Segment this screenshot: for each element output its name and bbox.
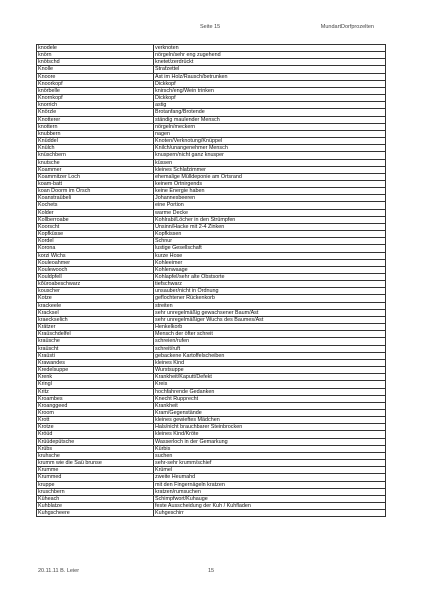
table-row: [37, 202, 386, 209]
dialect-term-cell: Kochets: [37, 202, 154, 209]
dialect-term-cell: Krott: [37, 417, 154, 424]
dialect-term-cell: Knülch: [37, 145, 154, 152]
table-row: [37, 324, 386, 331]
dialect-term-cell: knubbern: [37, 130, 154, 137]
meaning-cell: Schimpfwort/Kuhauge: [154, 495, 386, 502]
table-row: [37, 152, 386, 159]
meaning-cell: Schnur: [154, 238, 386, 245]
meaning-cell: sehr unregelmäßig gewachsener Baum/Ast: [154, 309, 386, 316]
table-row: [37, 80, 386, 87]
table-row: [37, 66, 386, 73]
table-row: [37, 338, 386, 345]
meaning-cell: eine Portion: [154, 202, 386, 209]
table-row: [37, 52, 386, 59]
table-row: [37, 159, 386, 166]
table-row: [37, 216, 386, 223]
table-row: [37, 87, 386, 94]
meaning-cell: mit den Fingernägeln kratzen: [154, 481, 386, 488]
table-row: [37, 130, 386, 137]
table-row: [37, 359, 386, 366]
meaning-cell: Dickkopf: [154, 95, 386, 102]
table-row: [37, 452, 386, 459]
table-row: [37, 281, 386, 288]
dialect-term-cell: Koanstraübeli: [37, 195, 154, 202]
dialect-term-cell: Knörzle: [37, 109, 154, 116]
table-row: [37, 102, 386, 109]
table-row: [37, 288, 386, 295]
dialect-term-cell: kruschbern: [37, 488, 154, 495]
table-row: [37, 510, 386, 517]
meaning-cell: Knecht Rupprecht: [154, 395, 386, 402]
meaning-cell: suchen: [154, 452, 386, 459]
meaning-cell: keinem Ortnirgends: [154, 180, 386, 187]
dialect-term-cell: knottern: [37, 123, 154, 130]
dialect-term-cell: Krumme: [37, 467, 154, 474]
dictionary-table: [36, 44, 386, 517]
meaning-cell: schreit/ruft: [154, 345, 386, 352]
meaning-cell: geflochtener Rückenkorb: [154, 295, 386, 302]
dialect-term-cell: knüschbern: [37, 152, 154, 159]
meaning-cell: sehr-sehr krumm/schief: [154, 460, 386, 467]
meaning-cell: keine Energie haben: [154, 188, 386, 195]
table-row: [37, 266, 386, 273]
meaning-cell: Kohleeimer: [154, 259, 386, 266]
table-row: [37, 95, 386, 102]
meaning-cell: Brotanfang/Brotende: [154, 109, 386, 116]
dialect-term-cell: Kringl: [37, 381, 154, 388]
dialect-term-cell: Krawandes: [37, 359, 154, 366]
table-row: [37, 173, 386, 180]
meaning-cell: ständig maulender Mensch: [154, 116, 386, 123]
dialect-term-cell: Kouleoahmer: [37, 259, 154, 266]
table-row: [37, 381, 386, 388]
table-row: [37, 503, 386, 510]
table-row: [37, 166, 386, 173]
table-row: [37, 231, 386, 238]
dialect-term-cell: Knornkopf: [37, 95, 154, 102]
dialect-term-cell: Kritz: [37, 388, 154, 395]
table-row: [37, 180, 386, 187]
meaning-cell: knirsch/eng/Wein trinken: [154, 87, 386, 94]
table-row: [37, 417, 386, 424]
dialect-term-cell: Kroambes: [37, 395, 154, 402]
dialect-term-cell: Kroom: [37, 409, 154, 416]
meaning-cell: Krümel: [154, 467, 386, 474]
meaning-cell: Ast im Holz/Rausch/betrunken: [154, 73, 386, 80]
table-row: [37, 123, 386, 130]
meaning-cell: Kuhgeschirr: [154, 510, 386, 517]
meaning-cell: Kohlapfel/sehr alte Obstsorte: [154, 274, 386, 281]
meaning-cell: zweite Heumahd: [154, 474, 386, 481]
dialect-term-cell: Kröüd: [37, 431, 154, 438]
table-row: [37, 431, 386, 438]
dialect-term-cell: kruppe: [37, 481, 154, 488]
meaning-cell: Krankheit/Kaputt/Defekt: [154, 374, 386, 381]
table-row: [37, 388, 386, 395]
meaning-cell: lustige Gesellschaft: [154, 245, 386, 252]
table-row: [37, 116, 386, 123]
table-row: [37, 367, 386, 374]
dialect-term-cell: Knoore: [37, 73, 154, 80]
table-row: [37, 73, 386, 80]
meaning-cell: sehr unregelmäßiger Wuchs des Baumes/Ast: [154, 316, 386, 323]
dialect-term-cell: Kuhgscheere: [37, 510, 154, 517]
dialect-term-cell: Knoorkopf: [37, 80, 154, 87]
table-row: [37, 245, 386, 252]
table-row: [37, 460, 386, 467]
dialect-term-cell: Kotze: [37, 295, 154, 302]
table-row: [37, 352, 386, 359]
meaning-cell: Kopfkissen: [154, 231, 386, 238]
meaning-cell: kleines Kind: [154, 359, 386, 366]
dialect-term-cell: Kraüsti: [37, 352, 154, 359]
table-row: [37, 474, 386, 481]
table-row: [37, 188, 386, 195]
dialect-term-cell: Krüüdepütsche: [37, 438, 154, 445]
table-row: [37, 252, 386, 259]
meaning-cell: Krankheit: [154, 402, 386, 409]
dialect-term-cell: kouscher: [37, 288, 154, 295]
meaning-cell: Wurstsuppe: [154, 367, 386, 374]
table-row: [37, 488, 386, 495]
meaning-cell: kleines gewieftes Mädchen: [154, 417, 386, 424]
meaning-cell: astig: [154, 102, 386, 109]
page-footer-left: 20.11.11 B. Leier: [38, 568, 80, 574]
meaning-cell: streiten: [154, 302, 386, 309]
table-row: [37, 45, 386, 52]
table-row: [37, 59, 386, 66]
dialect-term-cell: Kordel: [37, 238, 154, 245]
meaning-cell: Kohlenwaage: [154, 266, 386, 273]
dialect-term-cell: knörbelle: [37, 87, 154, 94]
table-row: [37, 445, 386, 452]
table-row: [37, 481, 386, 488]
dialect-term-cell: Krenk: [37, 374, 154, 381]
dialect-term-cell: koan Doorm im Orsch: [37, 188, 154, 195]
dialect-term-cell: Kracksel: [37, 309, 154, 316]
dialect-term-cell: krackeele: [37, 302, 154, 309]
meaning-cell: küssen: [154, 159, 386, 166]
meaning-cell: Dickkopf: [154, 80, 386, 87]
meaning-cell: nörgeln/meckern: [154, 123, 386, 130]
dialect-term-cell: Korona: [37, 245, 154, 252]
table-row: [37, 209, 386, 216]
dialect-term-cell: kruhsche: [37, 452, 154, 459]
table-row: [37, 238, 386, 245]
table-row: [37, 316, 386, 323]
table-row: [37, 495, 386, 502]
meaning-cell: Johannesbeeren: [154, 195, 386, 202]
table-row: [37, 467, 386, 474]
dialect-term-cell: Koulewooch: [37, 266, 154, 273]
dialect-term-cell: knörn: [37, 52, 154, 59]
dialect-term-cell: kraüsche: [37, 338, 154, 345]
table-row: [37, 309, 386, 316]
meaning-cell: Kürbis: [154, 445, 386, 452]
dialect-term-cell: Kroanggeed: [37, 402, 154, 409]
meaning-cell: Mensch der öfter schreit: [154, 331, 386, 338]
dialect-term-cell: Koammitzer Loch: [37, 173, 154, 180]
dialect-term-cell: korzi Wichs: [37, 252, 154, 259]
meaning-cell: nörgeln/sehr eng zugehend: [154, 52, 386, 59]
table-row: [37, 409, 386, 416]
meaning-cell: Knilch/unangenehmer Mensch: [154, 145, 386, 152]
dialect-term-cell: Knolle: [37, 66, 154, 73]
dialect-term-cell: Kouldpfell: [37, 274, 154, 281]
meaning-cell: Knoten/Verknotung/Knüppel: [154, 138, 386, 145]
meaning-cell: Kohlrabi/Löcher in den Strümpfen: [154, 216, 386, 223]
table-row: [37, 395, 386, 402]
meaning-cell: knuspern/nicht ganz knusper: [154, 152, 386, 159]
meaning-cell: Wasserloch in der Gemarkung: [154, 438, 386, 445]
dialect-term-cell: kraeckselich: [37, 316, 154, 323]
dialect-term-cell: Krätzer: [37, 324, 154, 331]
table-row: [37, 345, 386, 352]
dialect-term-cell: Knotterer: [37, 116, 154, 123]
meaning-cell: Kreis: [154, 381, 386, 388]
dialect-term-cell: Koorscht: [37, 223, 154, 230]
dialect-term-cell: Krotze: [37, 424, 154, 431]
dialect-term-cell: Kraüschdelfel: [37, 331, 154, 338]
dialect-term-cell: Kopfküsse: [37, 231, 154, 238]
page-header-center: Seite 15: [200, 24, 221, 30]
meaning-cell: Henkelkorb: [154, 324, 386, 331]
meaning-cell: warme Decke: [154, 209, 386, 216]
meaning-cell: Kram/Gegenstände: [154, 409, 386, 416]
table-row: [37, 438, 386, 445]
meaning-cell: kratzen/rumsuchen: [154, 488, 386, 495]
dialect-term-cell: koam-batt: [37, 180, 154, 187]
meaning-cell: knetet/zerdrückt: [154, 59, 386, 66]
table-row: [37, 402, 386, 409]
table-row: [37, 109, 386, 116]
meaning-cell: kleines Kind/Kröte: [154, 431, 386, 438]
dialect-term-cell: knutsche: [37, 159, 154, 166]
table-row: [37, 138, 386, 145]
table-row: [37, 331, 386, 338]
table-row: [37, 295, 386, 302]
meaning-cell: nagen: [154, 130, 386, 137]
dialect-term-cell: Kredelsuppe: [37, 367, 154, 374]
table-row: [37, 302, 386, 309]
meaning-cell: schreien/rufen: [154, 338, 386, 345]
meaning-cell: kleines Schlafzimmer: [154, 166, 386, 173]
dialect-term-cell: Krummed: [37, 474, 154, 481]
table-row: [37, 374, 386, 381]
meaning-cell: Hals/nicht brauchbarer Steinbrocken: [154, 424, 386, 431]
dialect-term-cell: Koammer: [37, 166, 154, 173]
dialect-term-cell: knorrich: [37, 102, 154, 109]
meaning-cell: hochfahrende Gedanken: [154, 388, 386, 395]
page-header-right: MundartDorfprozelten: [320, 24, 374, 30]
meaning-cell: feste Ausscheidung der Kuh / Kuhfladen: [154, 503, 386, 510]
dialect-term-cell: knötschd: [37, 59, 154, 66]
meaning-cell: tiefschwarz: [154, 281, 386, 288]
meaning-cell: verknoten: [154, 45, 386, 52]
table-row: [37, 424, 386, 431]
table-row: [37, 259, 386, 266]
dialect-term-cell: kraüscht: [37, 345, 154, 352]
meaning-cell: unsauber/nicht in Ordnung: [154, 288, 386, 295]
table-row: [37, 195, 386, 202]
dialect-term-cell: Küheach: [37, 495, 154, 502]
dialect-term-cell: Krübs: [37, 445, 154, 452]
dialect-term-cell: Kuhblatze: [37, 503, 154, 510]
page-footer-page-number: 15: [208, 568, 215, 574]
dialect-term-cell: knodele: [37, 45, 154, 52]
meaning-cell: Strafzettel: [154, 66, 386, 73]
table-row: [37, 274, 386, 281]
table-row: [37, 145, 386, 152]
dialect-term-cell: Kollberroabe: [37, 216, 154, 223]
dialect-term-cell: Kolder: [37, 209, 154, 216]
dialect-term-cell: krumm wie die Saü brunse: [37, 460, 154, 467]
meaning-cell: gebackene Kartoffelscheiben: [154, 352, 386, 359]
dialect-term-cell: Knüddel: [37, 138, 154, 145]
meaning-cell: Unsinn/Hacke mit 2-4 Zinken: [154, 223, 386, 230]
meaning-cell: kurze Hose: [154, 252, 386, 259]
dialect-term-cell: kõüroabeschwarz: [37, 281, 154, 288]
meaning-cell: ehemalige Mülldeponie am Ortsrand: [154, 173, 386, 180]
table-row: [37, 223, 386, 230]
dictionary-table-body: [37, 45, 386, 517]
